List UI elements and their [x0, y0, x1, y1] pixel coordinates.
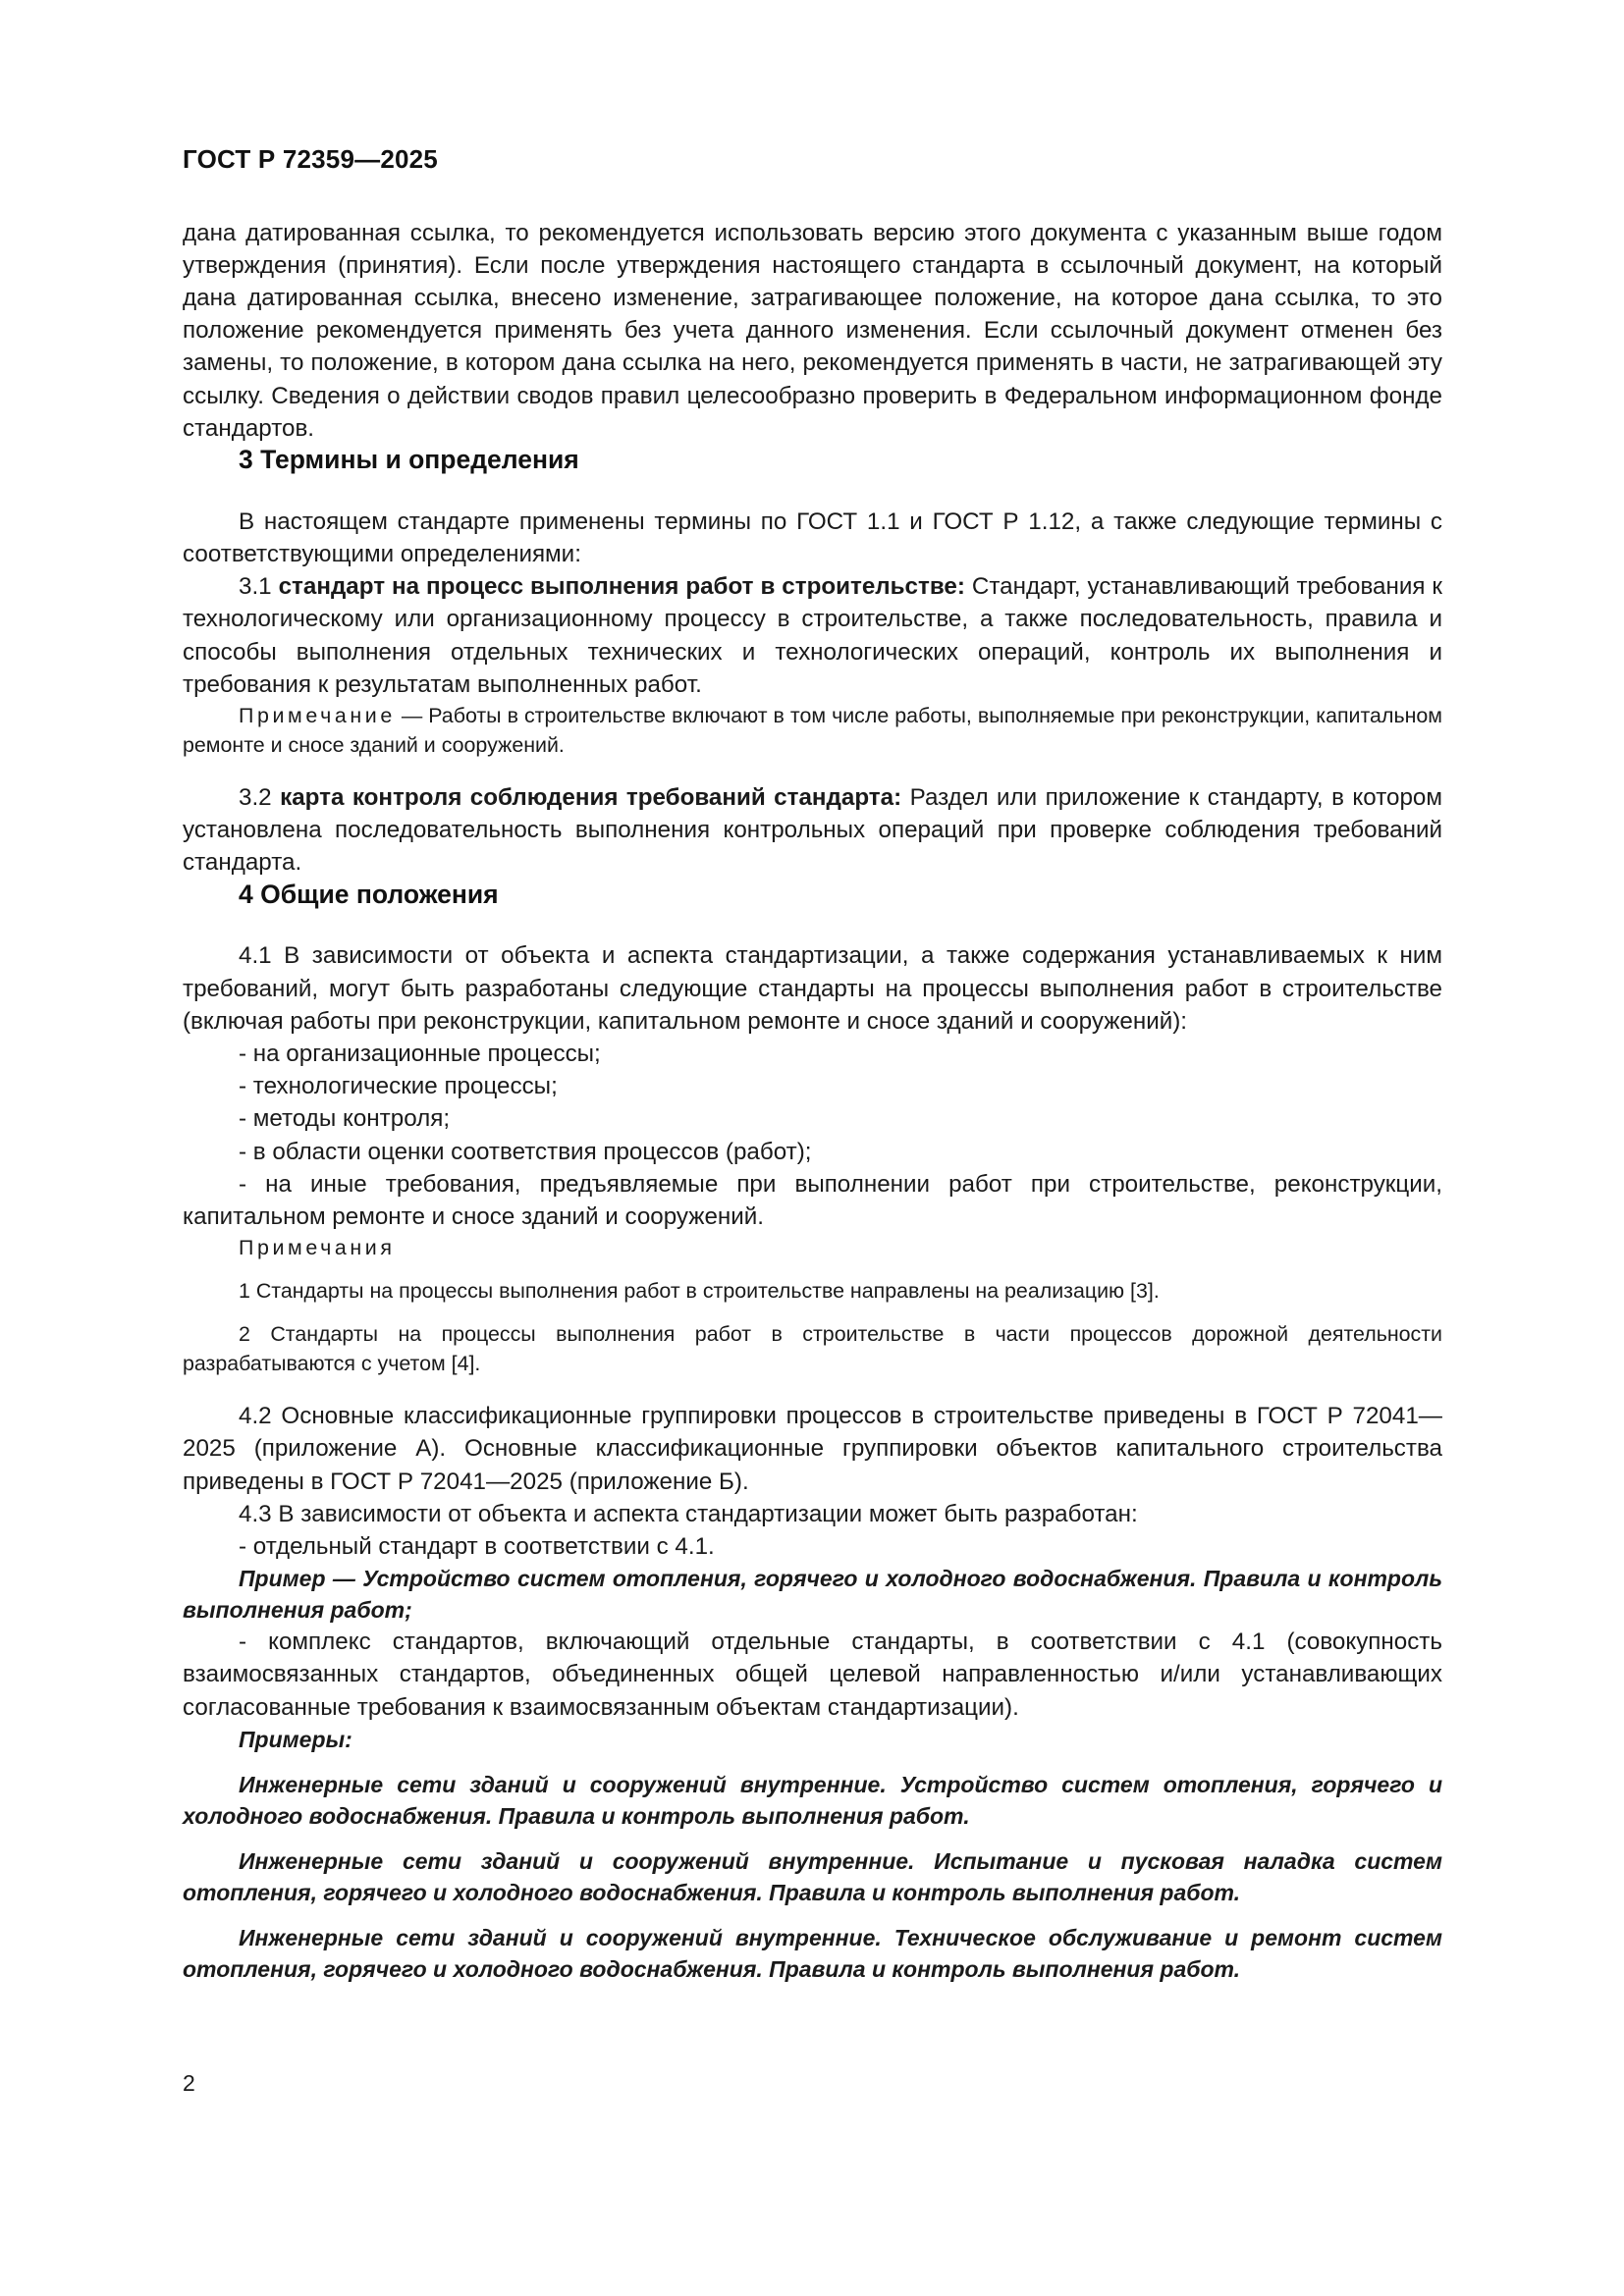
- paragraph-4-2: [183, 1400, 1442, 1498]
- term-3-2-number: 3.2: [239, 784, 281, 812]
- term-3-2-definition: Раздел или приложение к стандарту, в котором установлена последовательность выполнения контрольных операций при проверке соблюдения требований стандарта.: [183, 784, 1442, 877]
- paragraph-4-3-number: 4.3: [239, 1500, 279, 1527]
- list-item: - в области оценки соответствия процессов (работ);: [239, 1138, 812, 1165]
- example-single: [183, 1563, 1442, 1626]
- list-item: - отдельный стандарт в соответствии с 4.1.: [239, 1533, 715, 1561]
- term-3-1: [183, 570, 1442, 701]
- example-single-text: Устройство систем отопления, горячего и холодного водоснабжения. Правила и контроль выполнения работ;: [183, 1566, 1442, 1624]
- list-item: - комплекс стандартов, включающий отдельные стандарты, в соответствии с 4.1 (совокупность взаимосвязанных стандартов, объединенных общей целевой направленностью и/или устанавливающих согласованные требования к взаимосвязанным объектам стандартизации).: [183, 1629, 1442, 1721]
- term-3-2: [183, 781, 1442, 880]
- paragraph-4-2-number: 4.2: [239, 1403, 282, 1430]
- list-item: - методы контроля;: [239, 1105, 451, 1133]
- note-item: 1 Стандарты на процессы выполнения работ в строительстве направлены на реализацию [3].: [239, 1279, 1160, 1304]
- notes-label: [183, 1233, 1442, 1262]
- term-3-1-definition: Стандарт, устанавливающий требования к технологическому или организационному процессу в строительстве, а также последовательность, правила и способы выполнения отдельных технических и технологических операций, контроль их выполнения и требования к результатам выполненных работ.: [183, 573, 1442, 698]
- note-3-1-text: Работы в строительстве включают в том числе работы, выполняемые при реконструкции, капитальном ремонте и сносе зданий и сооружений.: [183, 704, 1442, 758]
- section-4-heading: 4 Общие положения: [239, 879, 499, 909]
- paragraph-4-2-text: Основные классификационные группировки процессов в строительстве приведены в ГОСТ Р 72041—2025 (приложение А). Основные классификационные группировки объектов капитального строительства приведены в ГОСТ Р 72041—2025 (приложение Б).: [183, 1403, 1442, 1495]
- example-item: Инженерные сети зданий и сооружений внутренние. Устройство систем отопления, горячего и холодного водоснабжения. Правила и контроль выполнения работ.: [183, 1771, 1442, 1829]
- example-item: Инженерные сети зданий и сооружений внутренние. Техническое обслуживание и ремонт систем отопления, горячего и холодного водоснабжения. Правила и контроль выполнения работ.: [183, 1924, 1442, 1982]
- term-3-1-number: 3.1: [239, 573, 279, 601]
- document-header: ГОСТ Р 72359—2025: [183, 144, 438, 174]
- note-item: 2 Стандарты на процессы выполнения работ в строительстве в части процессов дорожной деятельности разрабатываются с учетом [4].: [183, 1322, 1442, 1376]
- paragraph-4-1: [183, 939, 1442, 1038]
- note-3-1-dash: —: [395, 704, 429, 728]
- intro-paragraph: дана датированная ссылка, то рекомендуется использовать версию этого документа с указанным выше годом утверждения (принятия). Если после утверждения настоящего стандарта в ссылочный документ, на который дана датированная ссылка, внесено изменение, затрагивающее положение, на которое дана ссылка, то это положение рекомендуется применять без учета данного изменения. Если ссылочный документ отменен без замены, то положение, в котором дана ссылка на него, рекомендуется применять в части, не затрагивающей эту ссылку. Сведения о действии сводов правил целесообразно проверить в Федеральном информационном фонде стандартов.: [183, 219, 1442, 442]
- note-3-1: [183, 701, 1442, 760]
- list-item: - технологические процессы;: [239, 1073, 558, 1100]
- example-item: Инженерные сети зданий и сооружений внутренние. Испытание и пусковая наладка систем отопления, горячего и холодного водоснабжения. Правила и контроль выполнения работ.: [183, 1847, 1442, 1905]
- note-3-1-label: Примечание: [239, 704, 396, 728]
- term-3-2-label: карта контроля соблюдения требований стандарта:: [280, 784, 902, 812]
- term-3-1-label: стандарт на процесс выполнения работ в строительстве:: [278, 573, 965, 601]
- example-single-label: Пример —: [239, 1566, 363, 1592]
- section-3-heading: 3 Термины и определения: [239, 445, 579, 475]
- paragraph-4-1-number: 4.1: [239, 942, 285, 970]
- page-content: [183, 145, 1442, 1985]
- examples-label: Примеры:: [239, 1726, 352, 1752]
- paragraph-4-1-text: В зависимости от объекта и аспекта стандартизации, а также содержания устанавливаемых к ним требований, могут быть разработаны следующие стандарты на процессы выполнения работ в строительстве (включая работы при реконструкции, капитальном ремонте и сносе зданий и сооружений):: [183, 942, 1442, 1035]
- paragraph-4-3: [183, 1498, 1442, 1530]
- page-number: 2: [183, 2070, 195, 2096]
- list-item: - на организационные процессы;: [239, 1041, 601, 1068]
- list-item: - на иные требования, предъявляемые при выполнении работ при строительстве, реконструкции, капитальном ремонте и сносе зданий и сооружений.: [183, 1170, 1442, 1231]
- section-3-intro: В настоящем стандарте применены термины по ГОСТ 1.1 и ГОСТ Р 1.12, а также следующие термины с соответствующими определениями:: [183, 507, 1442, 568]
- paragraph-4-3-text: В зависимости от объекта и аспекта стандартизации может быть разработан:: [278, 1500, 1138, 1527]
- notes-label-text: Примечания: [239, 1236, 396, 1260]
